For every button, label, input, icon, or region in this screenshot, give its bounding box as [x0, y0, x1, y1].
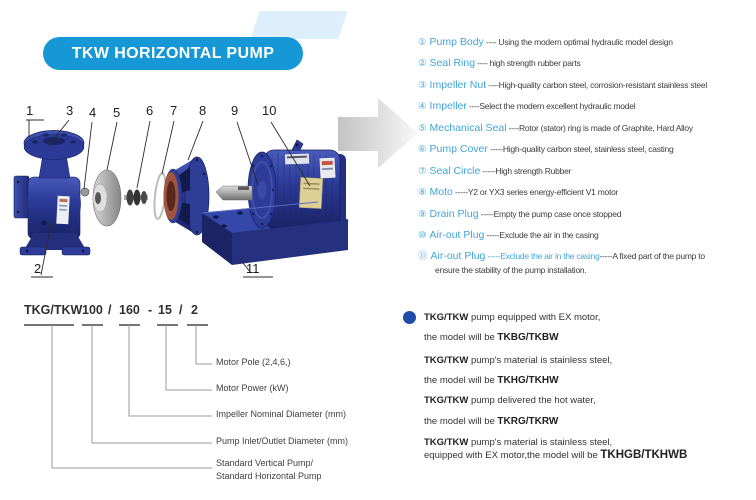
part-description: ---- Using the modern optimal hydraulic model design — [483, 37, 673, 47]
model-segment-pole: 2 — [191, 303, 198, 317]
label-inlet-outlet-diameter: Pump Inlet/Outlet Diameter (mm) — [216, 436, 349, 446]
part-name: Drain Plug — [429, 207, 479, 220]
note-line: the model will be TKBG/TKBW — [424, 332, 559, 343]
part-label-8: 8 — [199, 103, 207, 118]
part-name: Impeller — [429, 100, 467, 113]
part-label-4: 4 — [89, 105, 97, 120]
note-line: the model will be TKHG/TKHW — [424, 375, 559, 386]
part-number-badge: ⑤ — [418, 122, 427, 134]
part-number-badge: ⑩ — [418, 229, 427, 241]
part-name: Air-out Plug — [430, 250, 486, 263]
part-description: -----High strength Rubber — [480, 165, 572, 176]
part-name: Mechanical Seal — [429, 121, 507, 134]
page-title-banner — [43, 37, 303, 70]
part-number-badge: ⑨ — [418, 208, 427, 220]
note-line: TKG/TKW pump's material is stainless steel, — [424, 437, 613, 448]
model-segment-inlet: 100 — [82, 303, 103, 317]
part-name: Pump Body — [429, 36, 484, 48]
part-description-blue: -----Exclude the air in the casing — [485, 251, 600, 262]
page-title: TKW HORIZONTAL PUMP — [71, 44, 275, 62]
model-segment-slash2: / — [179, 303, 183, 317]
part-name: Moto — [429, 186, 453, 199]
part-number-badge: ⑪ — [418, 251, 428, 263]
part-description: -----Exclude the air in the casing — [484, 229, 599, 240]
part-label-7: 7 — [170, 103, 178, 118]
parts-list-item — [418, 228, 756, 249]
label-impeller-diameter: Impeller Nominal Diameter (mm) — [216, 409, 347, 419]
part-label-1: 1 — [26, 103, 34, 118]
part-description: -----A fixed part of the pump to — [599, 251, 705, 262]
banner-deco-shape — [250, 11, 347, 39]
model-segment-power: 15 — [158, 303, 172, 317]
part-number-badge: ⑥ — [418, 144, 427, 156]
part-description: -----Y2 or YX3 series energy-efficient V1 motor — [452, 187, 619, 198]
note-line: TKG/TKW pump delivered the hot water, — [424, 395, 596, 406]
part-label-2: 2 — [34, 261, 42, 276]
label-standard-vertical: Standard Vertical Pump/ — [216, 458, 314, 468]
parts-list-item — [418, 164, 756, 185]
part-name: Seal Circle — [429, 164, 481, 177]
pump-body-drawing — [14, 131, 90, 256]
direction-arrow-icon — [338, 98, 418, 168]
part-description: ----Select the modern excellent hydraulic model — [466, 101, 636, 112]
part-label-5: 5 — [113, 105, 121, 120]
part-label-9: 9 — [231, 103, 239, 118]
parts-list-item — [418, 249, 756, 276]
model-segment-dash: - — [148, 303, 153, 317]
part-description: ---- high strength rubber parts — [475, 58, 581, 69]
part-number-badge: ③ — [418, 79, 427, 91]
part-number-badge: ⑦ — [418, 165, 427, 177]
parts-list-item — [418, 142, 756, 163]
part-description: ----High-quality carbon steel, corrosion-resistant stainless steel — [486, 79, 708, 90]
part-label-10: 10 — [262, 103, 277, 118]
model-variant-notes — [400, 306, 750, 476]
part-description: ----Rotor (stator) ring is made of Graphite, Hard Alloy — [506, 122, 693, 133]
part-number-badge: ① — [418, 37, 427, 48]
part-label-6: 6 — [146, 103, 154, 118]
label-motor-pole: Motor Pole (2,4,6,) — [216, 357, 291, 367]
part-number-badge: ④ — [418, 101, 427, 113]
note-line: TKG/TKW pump equipped with EX motor, — [424, 312, 601, 323]
part-description: -----Empty the pump case once stopped — [478, 208, 622, 219]
part-number-badge: ② — [418, 58, 427, 70]
note-line: equipped with EX motor,the model will be TKHGB/TKHWB — [424, 449, 688, 461]
part-label-3: 3 — [66, 103, 74, 118]
parts-list-item — [418, 185, 756, 206]
note-line: the model will be TKRG/TKRW — [424, 416, 559, 427]
parts-list — [418, 35, 756, 276]
parts-list-item — [418, 99, 756, 120]
parts-list-item — [418, 207, 756, 228]
parts-list-item — [418, 121, 756, 142]
part-description: -----High-quality carbon steel, stainless steel, casting — [487, 144, 674, 155]
parts-list-item — [418, 78, 756, 99]
impeller-nut-drawing — [81, 188, 89, 196]
parts-list-item — [418, 35, 756, 56]
model-segment-slash1: / — [108, 303, 112, 317]
exploded-pump-diagram — [0, 90, 430, 290]
impeller-drawing — [93, 170, 121, 226]
mechanical-seal-drawing — [124, 190, 148, 206]
model-segment-impeller: 160 — [119, 303, 140, 317]
part-name: Seal Ring — [429, 57, 476, 70]
part-label-11: 11 — [246, 261, 260, 276]
part-name: Air-out Plug — [429, 228, 485, 241]
part-name: Pump Cover — [429, 143, 488, 156]
label-standard-horizontal: Standard Horizontal Pump — [216, 471, 322, 481]
part-description-line2: ensure the stability of the pump installation. — [435, 265, 587, 276]
part-number-badge: ⑧ — [418, 187, 427, 199]
model-segment-series: TKG/TKW — [24, 303, 83, 317]
bullet-dot-icon — [403, 311, 416, 324]
note-line: TKG/TKW pump's material is stainless steel, — [424, 355, 613, 366]
parts-list-item — [418, 56, 756, 77]
part-name: Impeller Nut — [429, 78, 487, 91]
label-motor-power: Motor Power (kW) — [216, 383, 289, 393]
